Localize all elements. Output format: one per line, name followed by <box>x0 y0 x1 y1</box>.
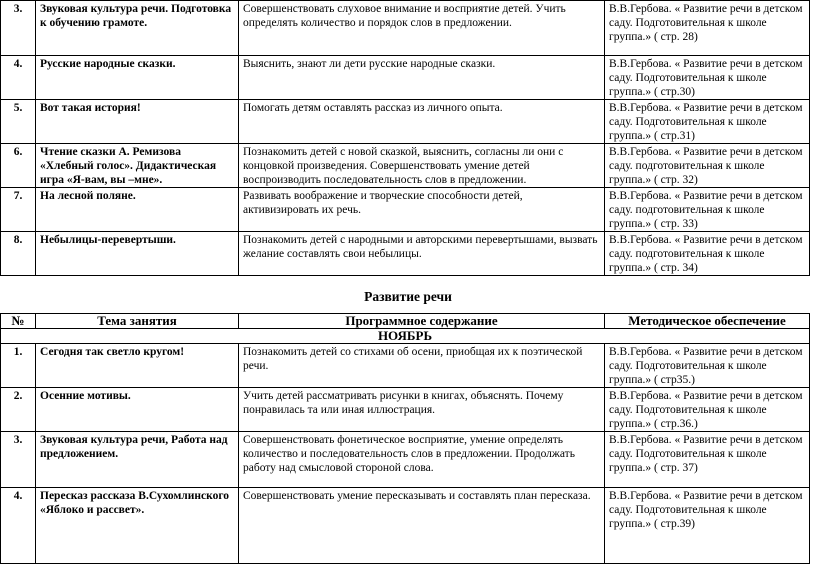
table-row <box>1 232 810 276</box>
lesson-source: В.В.Гербова. « Развитие речи в детском саду. подготовительная к школе группа.» ( стр. 33) <box>605 188 810 232</box>
lesson-table-november <box>0 313 810 564</box>
lesson-content: Познакомить детей с народными и авторскими перевертышами, вызвать желание составлять свои небылицы. <box>239 232 605 276</box>
table-row <box>1 1 810 56</box>
section-title: Развитие речи <box>364 289 452 304</box>
lesson-topic: Пересказ рассказа В.Сухомлинского «Яблоко и рассвет». <box>36 488 239 564</box>
lesson-content: Выяснить, знают ли дети русские народные сказки. <box>239 56 605 100</box>
lesson-source: В.В.Гербова. « Развитие речи в детском саду. Подготовительная к школе группа.» ( стр.31) <box>605 100 810 144</box>
lesson-content: Учить детей рассматривать рисунки в книгах, объяснять. Почему понравилась та или иная иллюстрация. <box>239 388 605 432</box>
row-number: 3. <box>1 432 36 488</box>
lesson-content: Познакомить детей с новой сказкой, выяснить, согласны ли они с концовкой произведения. Совершенствовать умение детей воспроизводить последовательность слов в предложении. <box>239 144 605 188</box>
header-content: Программное содержание <box>239 314 605 329</box>
lesson-topic: Чтение сказки А. Ремизова «Хлебный голос». Дидактическая игра «Я-вам, вы –мне». <box>36 144 239 188</box>
lesson-content: Помогать детям оставлять рассказ из личного опыта. <box>239 100 605 144</box>
lesson-source: В.В.Гербова. « Развитие речи в детском саду. Подготовительная к школе группа.» ( стр35.) <box>605 344 810 388</box>
lesson-source: В.В.Гербова. « Развитие речи в детском саду. Подготовительная к школе группа.» ( стр.30) <box>605 56 810 100</box>
month-row <box>1 329 810 344</box>
lesson-source: В.В.Гербова. « Развитие речи в детском саду. Подготовительная к школе группа.» ( стр.36.) <box>605 388 810 432</box>
row-number: 2. <box>1 388 36 432</box>
table-row <box>1 188 810 232</box>
lesson-topic: Звуковая культура речи. Подготовка к обучению грамоте. <box>36 1 239 56</box>
table-row <box>1 56 810 100</box>
lesson-source: В.В.Гербова. « Развитие речи в детском саду. Подготовительная к школе группа.» ( стр.39) <box>605 488 810 564</box>
lesson-topic: Вот такая история! <box>36 100 239 144</box>
header-source: Методическое обеспечение <box>605 314 810 329</box>
month-label: НОЯБРЬ <box>1 329 810 344</box>
lesson-content: Совершенствовать слуховое внимание и восприятие детей. Учить определять количество и порядок слов в предложении. <box>239 1 605 56</box>
row-number: 7. <box>1 188 36 232</box>
lesson-topic: Сегодня так светло кругом! <box>36 344 239 388</box>
lesson-source: В.В.Гербова. « Развитие речи в детском саду. подготовительная к школе группа.» ( стр. 32) <box>605 144 810 188</box>
lesson-content: Совершенствовать фонетическое восприятие, умение определять количество и последовательность слов в предложении. Продолжать работу над смысловой стороной слова. <box>239 432 605 488</box>
table-row <box>1 100 810 144</box>
lesson-source: В.В.Гербова. « Развитие речи в детском саду. подготовительная к школе группа.» ( стр. 34) <box>605 232 810 276</box>
table-row <box>1 388 810 432</box>
row-number: 8. <box>1 232 36 276</box>
lesson-source: В.В.Гербова. « Развитие речи в детском саду. Подготовительная к школе группа.» ( стр. 37) <box>605 432 810 488</box>
lesson-source: В.В.Гербова. « Развитие речи в детском саду. Подготовительная к школе группа.» ( стр. 28) <box>605 1 810 56</box>
row-number: 3. <box>1 1 36 56</box>
lesson-topic: На лесной поляне. <box>36 188 239 232</box>
table-row <box>1 144 810 188</box>
lesson-topic: Звуковая культура речи, Работа над предложением. <box>36 432 239 488</box>
lesson-topic: Русские народные сказки. <box>36 56 239 100</box>
lesson-content: Развивать воображение и творческие способности детей, активизировать их речь. <box>239 188 605 232</box>
lesson-content: Познакомить детей со стихами об осени, приобщая их к поэтической речи. <box>239 344 605 388</box>
row-number: 4. <box>1 488 36 564</box>
row-number: 1. <box>1 344 36 388</box>
row-number: 5. <box>1 100 36 144</box>
table-row <box>1 344 810 388</box>
row-number: 4. <box>1 56 36 100</box>
table-row <box>1 488 810 564</box>
table-row <box>1 432 810 488</box>
lesson-table-october <box>0 0 810 276</box>
header-topic: Тема занятия <box>36 314 239 329</box>
row-number: 6. <box>1 144 36 188</box>
lesson-topic: Небылицы-перевертыши. <box>36 232 239 276</box>
lesson-topic: Осенние мотивы. <box>36 388 239 432</box>
header-number: № <box>1 314 36 329</box>
lesson-content: Совершенствовать умение пересказывать и составлять план пересказа. <box>239 488 605 564</box>
header-row <box>1 314 810 329</box>
